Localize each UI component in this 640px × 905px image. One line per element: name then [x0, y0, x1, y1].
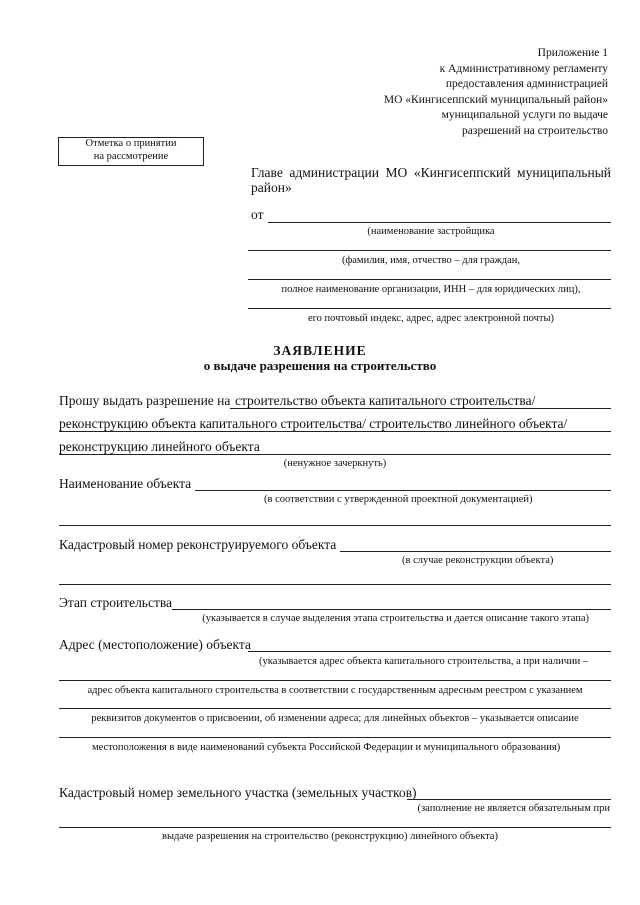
applicant-field-4[interactable] [248, 308, 611, 309]
address-field-4[interactable] [59, 737, 611, 738]
appendix-header [288, 46, 608, 139]
request-option-1: строительство объекта капитального строительства/ [235, 393, 536, 408]
appendix-line: предоставления администрацией [445, 78, 608, 90]
request-hint: (ненужное зачеркнуть) [283, 458, 387, 469]
request-option-3: реконструкцию линейного объекта [59, 439, 260, 454]
from-label: от [251, 207, 264, 222]
cadastral-object-field-2[interactable] [59, 584, 611, 585]
request-label: Прошу выдать разрешение на [59, 393, 231, 408]
address-hint-1: (указывается адрес объекта капитального строительства, а при наличии – [259, 656, 589, 667]
request-field-1[interactable] [230, 408, 611, 409]
object-name-hint: (в соответствии с утвержденной проектной документацией) [264, 494, 533, 505]
stage-label: Этап строительства [59, 595, 173, 610]
cadastral-object-field[interactable] [340, 551, 611, 552]
object-name-field[interactable] [195, 490, 611, 491]
address-hint-4: местоположения в виде наименований субъекта Российской Федерации и муниципального образования) [92, 742, 561, 753]
document-subtitle: о выдаче разрешения на строительство [203, 358, 437, 373]
object-name-field-2[interactable] [59, 525, 611, 526]
applicant-hint-3: полное наименование организации, ИНН – для юридических лиц), [281, 284, 581, 295]
address-field[interactable] [248, 651, 611, 652]
land-cadastral-label: Кадастровый номер земельного участка (земельных участков) [59, 785, 417, 800]
stage-field[interactable] [172, 609, 611, 610]
stamp-line: на рассмотрение [93, 150, 169, 162]
land-cadastral-field-2[interactable] [59, 827, 611, 828]
appendix-line: к Административному регламенту [439, 62, 608, 75]
applicant-hint-2: (фамилия, имя, отчество – для граждан, [341, 255, 521, 266]
land-cadastral-hint-1: (заполнение не является обязательным при [417, 803, 610, 814]
object-name-label: Наименование объекта [59, 476, 192, 491]
stage-hint: (указывается в случае выделения этапа строительства и дается описание такого этапа) [202, 613, 589, 624]
cadastral-object-label: Кадастровый номер реконструируемого объекта [59, 537, 337, 552]
cadastral-object-hint: (в случае реконструкции объекта) [402, 555, 554, 566]
addressee-line-1: Главе администрации МО «Кингисеппский муниципальный [251, 165, 611, 180]
request-option-2: реконструкцию объекта капитального строительства/ строительство линейного объекта/ [59, 416, 568, 431]
address-field-2[interactable] [59, 680, 611, 681]
land-cadastral-field[interactable] [407, 799, 611, 800]
addressee-line-2: район» [251, 180, 292, 195]
address-hint-3: реквизитов документов о присвоении, об изменении адреса; для линейных объектов – указывается описание [91, 713, 579, 724]
applicant-field-1[interactable] [268, 222, 611, 223]
applicant-hint-4: его почтовый индекс, адрес, адрес электронной почты) [307, 313, 555, 324]
appendix-line: разрешений на строительство [462, 124, 608, 137]
applicant-field-3[interactable] [248, 279, 611, 280]
applicant-field-2[interactable] [248, 250, 611, 251]
request-field-2[interactable] [59, 431, 611, 432]
appendix-line: Приложение 1 [537, 47, 608, 59]
appendix-line: муниципальной услуги по выдаче [441, 109, 608, 121]
land-cadastral-hint-2: выдаче разрешения на строительство (реконструкцию) линейного объекта) [162, 831, 498, 842]
document-title: ЗАЯВЛЕНИЕ [273, 343, 367, 358]
appendix-line: МО «Кингисеппский муниципальный район» [383, 93, 608, 106]
applicant-hint-1: (наименование застройщика [367, 226, 495, 237]
request-field-3[interactable] [59, 454, 611, 455]
address-hint-2: адрес объекта капитального строительства в соответствии с государственным адресным реестром с указанием [87, 685, 583, 696]
address-field-3[interactable] [59, 708, 611, 709]
stamp-line: Отметка о принятии [85, 138, 177, 149]
address-label: Адрес (местоположение) объекта [59, 637, 251, 652]
acceptance-stamp-box [58, 137, 204, 166]
